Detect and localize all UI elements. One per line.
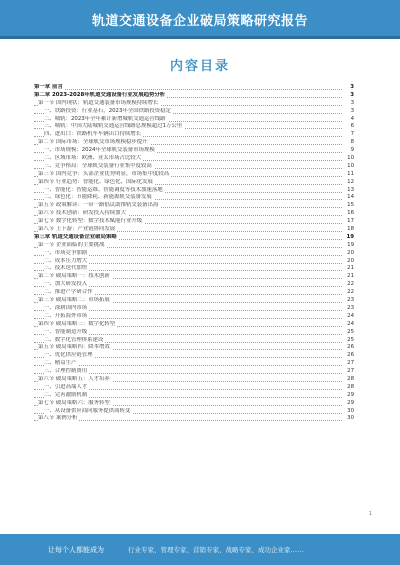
toc-entry[interactable] <box>34 187 354 195</box>
toc-entry-page: 28 <box>347 383 354 390</box>
toc-entry[interactable] <box>34 313 354 321</box>
toc-entry[interactable] <box>34 218 354 226</box>
toc-entry[interactable] <box>34 242 354 250</box>
toc-entry-page: 18 <box>347 226 354 233</box>
toc-entry[interactable] <box>34 194 354 202</box>
toc-entry-label: 二、开拓海外市场 <box>44 312 88 319</box>
toc-entry[interactable] <box>34 368 354 376</box>
toc-entry[interactable] <box>34 392 354 400</box>
footer-tagline: 行业专家、管理专家、营销专家、战略专家、成功企业家…… <box>128 546 304 554</box>
toc-entry-label: 第二节 国际市场：全球轨交市场规模稳步提升 <box>38 139 148 146</box>
toc-leader-dots <box>34 365 342 366</box>
toc-entry[interactable] <box>34 415 354 423</box>
toc-entry[interactable] <box>34 321 354 329</box>
toc-entry-page: 21 <box>347 273 354 280</box>
toc-entry[interactable] <box>34 210 354 218</box>
toc-entry[interactable] <box>34 289 354 297</box>
toc-entry-page: 3 <box>350 107 354 114</box>
toc-entry-label: 四、进出口：铁路机车车辆出口持续增长 <box>44 131 142 138</box>
toc-entry-page: 19 <box>346 233 354 240</box>
toc-entry-page: 6 <box>350 123 354 130</box>
toc-entry[interactable] <box>34 179 354 187</box>
toc-entry[interactable] <box>34 329 354 337</box>
toc-entry-page: 29 <box>347 399 354 406</box>
toc-entry-page: 28 <box>347 375 354 382</box>
toc-entry[interactable] <box>34 163 354 171</box>
toc-entry-label: 三、城轨：中国大陆城轨交通运营线路总规模超过1万公里 <box>44 123 183 130</box>
toc-entry-label: 第三章 轨道交通设备企业破局策略 <box>34 233 117 240</box>
toc-entry-page: 24 <box>347 312 354 319</box>
toc-entry[interactable] <box>34 258 354 266</box>
toc-entry-label: 第七节 数字化转型：数字技术赋能行业升级 <box>38 218 143 225</box>
toc-entry-page: 11 <box>347 170 354 177</box>
toc-entry-label: 一、从设备供应商向服务提供商转变 <box>44 407 131 414</box>
toc-entry-label: 二、数字化管理体系建设 <box>44 336 104 343</box>
toc-entry-page: 20 <box>347 257 354 264</box>
toc-entry-page: 13 <box>347 186 354 193</box>
toc-entry-page: 16 <box>347 210 354 217</box>
toc-entry-page: 23 <box>347 304 354 311</box>
toc-entry-page: 4 <box>350 115 354 122</box>
toc-entry-label: 一、深耕国内市场 <box>44 304 88 311</box>
toc-entry-page: 22 <box>347 281 354 288</box>
toc-entry[interactable] <box>34 376 354 384</box>
toc-entry[interactable] <box>34 139 354 147</box>
toc-entry-label: 第三节 破局策略二：市场拓展 <box>38 297 110 304</box>
toc-entry-page: 30 <box>347 407 354 414</box>
toc-entry-page: 19 <box>347 241 354 248</box>
toc-entry[interactable] <box>34 155 354 163</box>
report-title: 轨道交通设备企业破局策略研究报告 <box>91 14 308 29</box>
toc-entry[interactable] <box>34 360 354 368</box>
toc-entry-label: 第四节 破局策略三：数字化转型 <box>38 320 116 327</box>
toc-entry-page: 25 <box>347 328 354 335</box>
toc-entry-page: 21 <box>347 265 354 272</box>
toc-entry-label: 二、推进产学研合作 <box>44 289 93 296</box>
toc-entry-label: 第二节 破局策略一：技术创新 <box>38 273 110 280</box>
toc-entry-label: 第一章 前言 <box>34 84 63 90</box>
toc-entry-label: 二、精益生产 <box>44 360 77 367</box>
toc-entry[interactable] <box>34 226 354 234</box>
toc-entry-page: 25 <box>347 336 354 343</box>
toc-entry[interactable] <box>34 344 354 352</box>
toc-entry-page: 24 <box>347 320 354 327</box>
toc-entry-label: 二、绿色化：节能降耗、新能源轨交装备发展 <box>44 194 152 201</box>
toc-entry[interactable] <box>34 116 354 124</box>
toc-entry[interactable] <box>34 123 354 131</box>
toc-entry[interactable] <box>34 92 354 100</box>
toc-entry-page: 15 <box>347 202 354 209</box>
page-number: 1 <box>368 511 372 517</box>
toc-entry-label: 第一节 企业面临的主要挑战 <box>38 241 105 248</box>
toc-entry[interactable] <box>34 171 354 179</box>
toc-entry-label: 二、城轨：2023年全年累计新增城轨交通运营线路 <box>44 115 166 122</box>
toc-entry-label: 第六节 技术创新：研发投入持续加大 <box>38 210 126 217</box>
toc-entry[interactable] <box>34 202 354 210</box>
toc-entry-page: 22 <box>347 289 354 296</box>
toc-entry-page: 26 <box>347 344 354 351</box>
toc-entry-label: 二、完善激励机制 <box>44 391 88 398</box>
toc-entry-label: 一、加大研发投入 <box>44 281 88 288</box>
toc-entry[interactable] <box>34 408 354 416</box>
toc-entry-label: 一、智能化：智能运维、智能调度等技术加速落地 <box>44 186 163 193</box>
page-header <box>0 0 400 39</box>
toc-entry[interactable] <box>34 384 354 392</box>
toc-entry-page: 12 <box>347 178 354 185</box>
toc-entry-page: 10 <box>347 162 354 169</box>
toc-entry-label: 第三节 国内竞争：头部企业优势明显，市场集中度较高 <box>38 170 170 177</box>
toc-entry-label: 二、成本压力增大 <box>44 257 88 264</box>
page-footer <box>0 534 400 565</box>
toc-entry-label: 第七节 破局策略六：服务转型 <box>38 399 110 406</box>
toc-entry-label: 第八节 上下游：产业链协同发展 <box>38 226 116 233</box>
toc-entry[interactable] <box>34 84 354 92</box>
toc-entry-label: 第八节 案例分析 <box>38 415 78 422</box>
toc-entry-page: 14 <box>347 194 354 201</box>
toc-entry-page: 7 <box>350 131 354 138</box>
toc-entry-label: 一、铁路投资：行业基石，2023年全国铁路投资稳定 <box>44 107 171 114</box>
toc-entry-page: 30 <box>347 415 354 422</box>
toc-entry-page: 26 <box>347 352 354 359</box>
toc-entry-label: 三、技术迭代加快 <box>44 265 88 272</box>
toc-entry-label: 一、市场规模：2024年全球轨交装备市场规模 <box>44 147 155 154</box>
toc-entry-label: 第六节 破局策略五：人才培养 <box>38 375 110 382</box>
toc-entry-page: 3 <box>350 91 354 98</box>
toc-entry-label: 第四节 行业趋势：智能化、绿色化、国际化发展 <box>38 178 153 185</box>
toc-entry[interactable] <box>34 250 354 258</box>
toc-leader-dots <box>34 420 342 421</box>
footer-slogan: 让每个人都能成为 <box>48 546 104 554</box>
toc-entry-page: 10 <box>347 155 354 162</box>
toc-entry-label: 第二章 2023-2028年轨道交通设备行业发展趋势分析 <box>34 91 166 98</box>
toc-entry[interactable] <box>34 337 354 345</box>
toc-entry-label: 二、区域市场：欧洲、亚太市场占比较大 <box>44 155 142 162</box>
toc-entry-label: 一、优化供应链管理 <box>44 352 93 359</box>
toc-entry[interactable] <box>34 281 354 289</box>
toc-entry[interactable] <box>34 100 354 108</box>
toc-entry[interactable] <box>34 265 354 273</box>
toc-entry[interactable] <box>34 400 354 408</box>
toc-entry-page: 29 <box>347 391 354 398</box>
toc-entry[interactable] <box>34 108 354 116</box>
toc-entry[interactable] <box>34 234 354 242</box>
toc-leader-dots <box>34 89 342 90</box>
toc-entry-label: 一、市场竞争加剧 <box>44 249 88 256</box>
toc-entry-page: 27 <box>347 368 354 375</box>
toc-entry[interactable] <box>34 131 354 139</box>
toc-entry[interactable] <box>34 297 354 305</box>
toc-entry-page: 27 <box>347 360 354 367</box>
toc-entry-label: 第一节 国内现状：轨道交通装备市场规模持续增长 <box>38 99 159 106</box>
toc-entry-label: 第五节 政策解读：一带一路倡议助推轨交装备出海 <box>38 202 159 209</box>
toc-entry-label: 一、智能制造升级 <box>44 328 88 335</box>
toc-entry[interactable] <box>34 147 354 155</box>
toc-entry-page: 23 <box>347 297 354 304</box>
table-of-contents <box>34 84 354 423</box>
toc-entry[interactable] <box>34 273 354 281</box>
toc-entry-page: 8 <box>350 139 354 146</box>
toc-entry-label: 三、竞争格局：全球轨交装备行业集中度较高 <box>44 162 152 169</box>
toc-entry-page: 20 <box>347 249 354 256</box>
toc-entry[interactable] <box>34 305 354 313</box>
toc-entry-label: 第五节 破局策略四：降本增效 <box>38 344 110 351</box>
toc-heading: 内容目录 <box>169 59 230 74</box>
toc-entry-page: 17 <box>347 218 354 225</box>
toc-entry-label: 三、合理控制费用 <box>44 368 88 375</box>
toc-entry-page: 3 <box>350 99 354 106</box>
toc-entry-page: 3 <box>350 84 354 90</box>
toc-entry[interactable] <box>34 352 354 360</box>
toc-entry-page: 9 <box>350 147 354 154</box>
toc-entry-label: 一、引进高端人才 <box>44 383 88 390</box>
